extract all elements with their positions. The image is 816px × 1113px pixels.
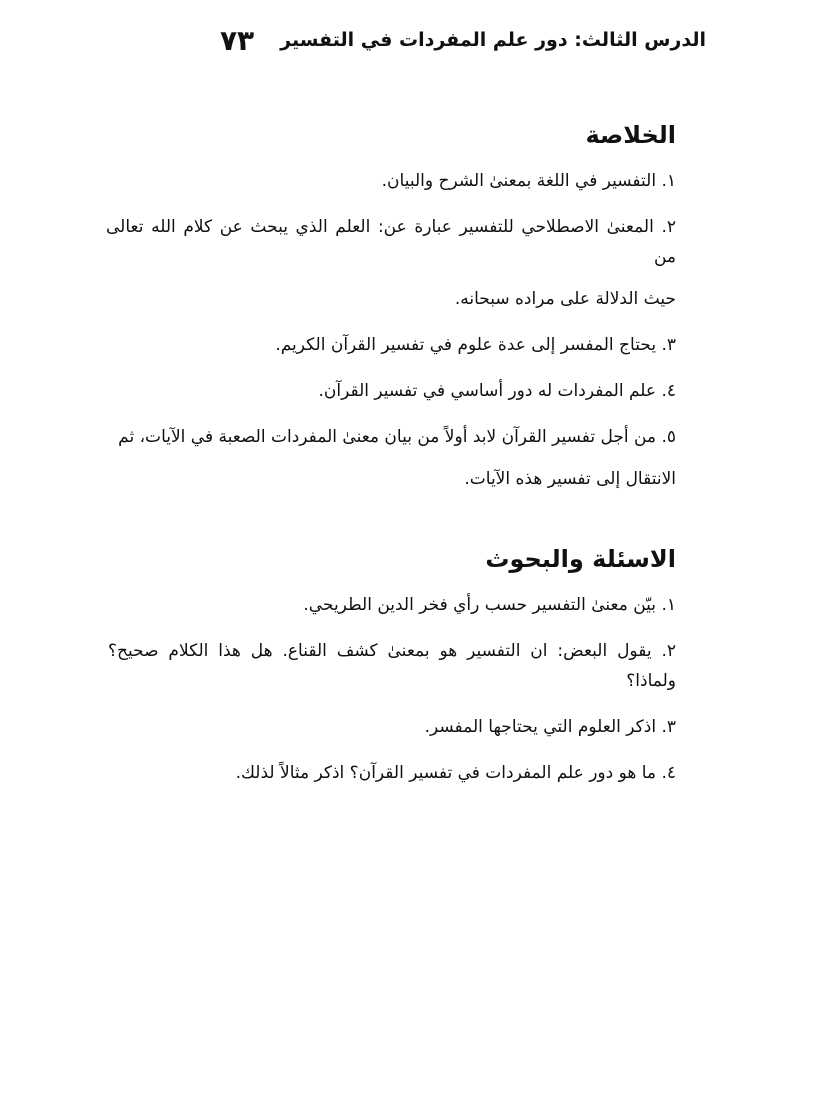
summary-item: ٣. يحتاج المفسر إلى عدة علوم في تفسير القرآن الكريم. (275, 335, 676, 355)
question-item: ٣. اذكر العلوم التي يحتاجها المفسر. (424, 717, 676, 737)
summary-heading: الخلاصة (585, 121, 676, 149)
page-number: ٧٣ (219, 23, 255, 57)
questions-heading: الاسئلة والبحوث (485, 545, 676, 573)
question-item: ٢. يقول البعض: ان التفسير هو بمعنىٰ كشف القناع. هل هذا الكلام صحيح؟ ولماذا؟ (108, 641, 676, 691)
running-header (219, 20, 706, 60)
question-item: ٤. ما هو دور علم المفردات في تفسير القرآن؟ اذكر مثالاً لذلك. (235, 763, 676, 783)
summary-item: ٢. المعنىٰ الاصطلاحي للتفسير عبارة عن: العلم الذي يبحث عن كلام الله تعالى من حيث الدلالة على مراده سبحانه. (106, 217, 676, 309)
summary-item: ١. التفسير في اللغة بمعنىٰ الشرح والبيان. (381, 171, 676, 191)
header-title: الدرس الثالث: دور علم المفردات في التفسير (280, 29, 706, 51)
summary-item: ٤. علم المفردات له دور أساسي في تفسير القرآن. (318, 381, 676, 401)
page-content (108, 118, 676, 804)
question-item: ١. بيّن معنىٰ التفسير حسب رأي فخر الدين الطريحي. (303, 595, 676, 615)
summary-item: ٥. من أجل تفسير القرآن لابد أولاً من بيان معنىٰ المفردات الصعبة في الآيات، ثم الانتقال إلى تفسير هذه الآيات. (118, 427, 676, 489)
